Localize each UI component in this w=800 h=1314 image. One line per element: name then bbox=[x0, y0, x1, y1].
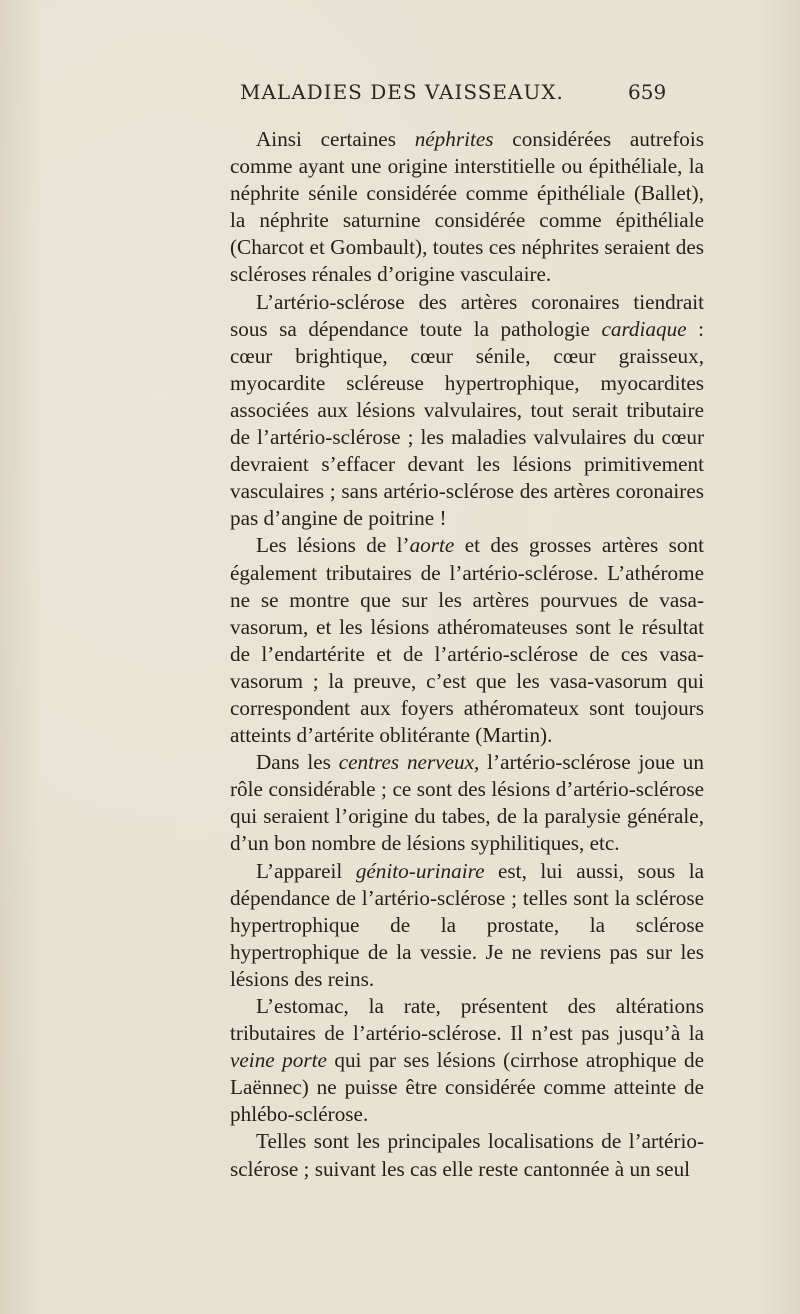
body-text bbox=[230, 126, 704, 1183]
running-title: MALADIES DES VAISSEAUX. bbox=[240, 80, 564, 104]
paragraph-aorte: Les lésions de l’aorte et des grosses artères sont également tributaires de l’artério-sclérose. L’athérome ne se montre que sur les artères pourvues de vasa-vasorum, et les lésions athéromateuses sont le résultat de l’endartérite et de l’artério-sclérose de ces vasa-vasorum ; la preuve, c’est que les vasa-vasorum qui correspondent aux foyers athéromateux sont toujours atteints d’artérite oblitérante (Martin). bbox=[230, 533, 704, 748]
paragraph-veine-porte: L’estomac, la rate, présentent des altérations tributaires de l’artério-sclérose. Il n’est pas jusqu’à la veine porte qui par ses lésions (cirrhose atrophique de Laënnec) ne puisse être considérée comme atteinte de phlébo-sclérose. bbox=[230, 994, 704, 1127]
paragraph-nephrites: Ainsi certaines néphrites considérées autrefois comme ayant une origine interstitielle ou épithéliale, la néphrite sénile considérée comme épithéliale (Ballet), la néphrite saturnine considérée comme épithéliale (Charcot et Gombault), toutes ces néphrites seraient des scléroses rénales d’origine vasculaire. bbox=[230, 127, 704, 287]
paragraph-genito-urinaire: L’appareil génito-urinaire est, lui aussi, sous la dépendance de l’artério-sclérose ; telles sont la sclérose hypertrophique de la prostate, la sclérose hypertrophique de la vessie. Je ne reviens pas sur les lésions des reins. bbox=[230, 858, 704, 991]
paragraph-localisations: Telles sont les principales localisations de l’artério-sclérose ; suivant les cas elle reste cantonnée à un seul bbox=[230, 1129, 704, 1181]
paragraph-cardiaque: L’artério-sclérose des artères coronaires tiendrait sous sa dépendance toute la pathologie cardiaque : cœur brightique, cœur sénile, cœur graisseux, myocardite scléreuse hypertrophique, myocardites associées aux lésions valvulaires, tout serait tributaire de l’artério-sclérose ; les maladies valvulaires du cœur devraient s’effacer devant les lésions primitivement vasculaires ; sans artério-sclérose des artères coronaires pas d’angine de poitrine ! bbox=[230, 289, 704, 531]
running-head bbox=[0, 80, 800, 110]
paragraph-centres-nerveux: Dans les centres nerveux, l’artério-sclérose joue un rôle considérable ; ce sont des lésions d’artério-sclérose qui seraient l’origine du tabes, de la paralysie générale, d’un bon nombre de lésions syphilitiques, etc. bbox=[230, 750, 704, 856]
page-number: 659 bbox=[628, 80, 667, 104]
